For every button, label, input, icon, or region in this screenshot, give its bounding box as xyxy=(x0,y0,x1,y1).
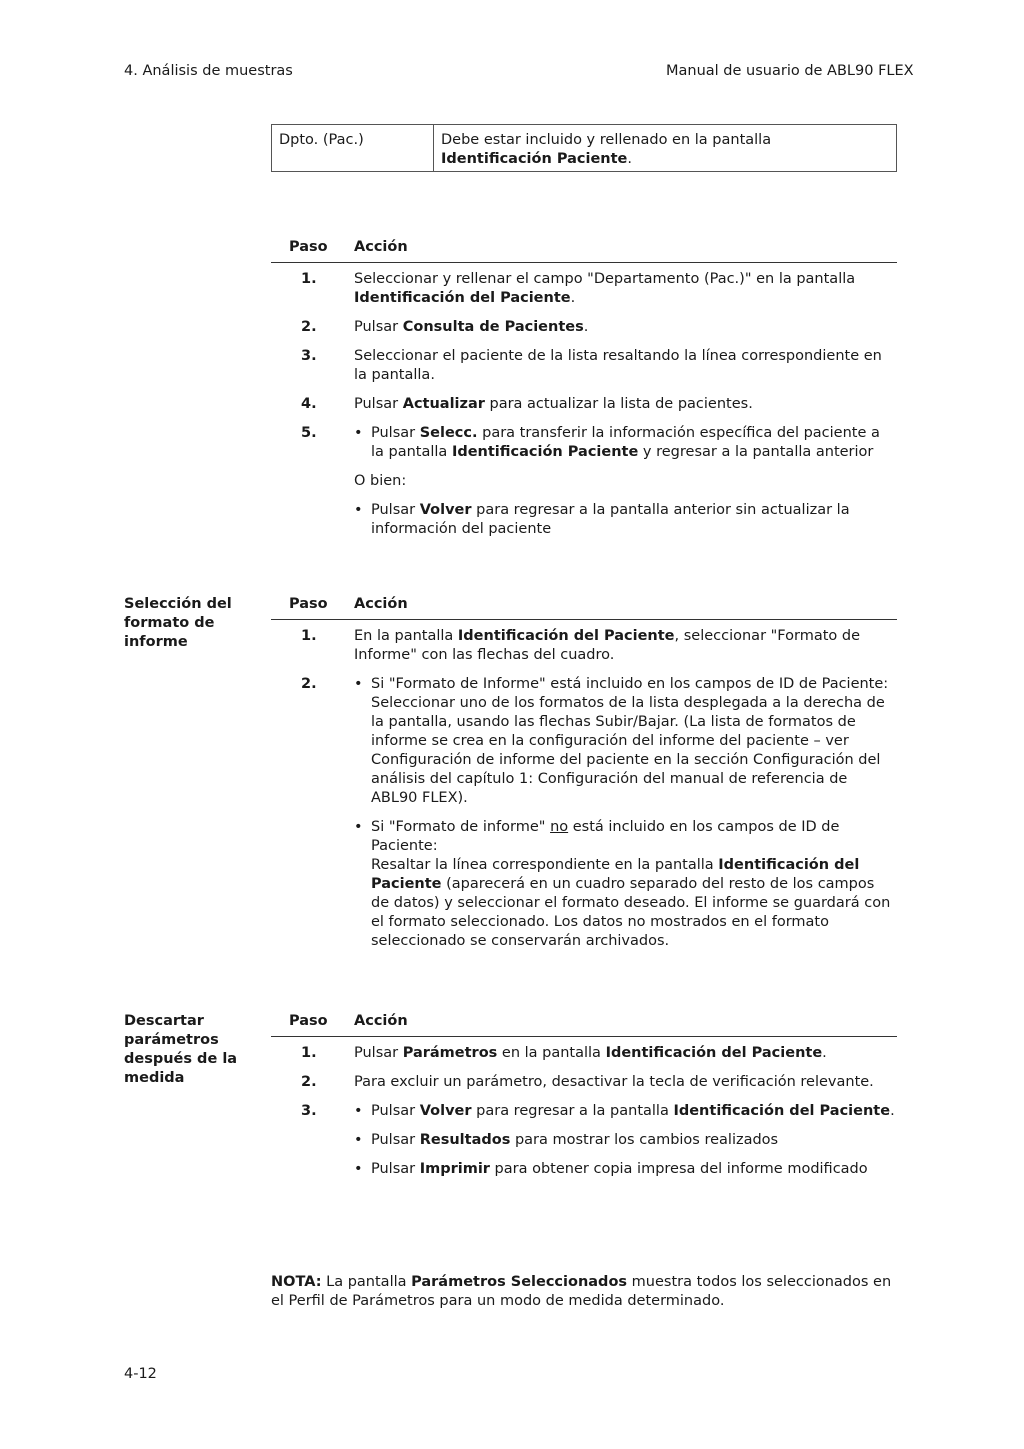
or-text: O bien: xyxy=(354,473,407,489)
step-action: Para excluir un parámetro, desactivar la tecla de verificación relevante. xyxy=(354,1074,874,1090)
header-action: Acción xyxy=(354,239,408,255)
table-header xyxy=(271,595,897,620)
step-row xyxy=(271,395,897,414)
step-action: Pulsar Actualizar para actualizar la lista de pacientes. xyxy=(354,396,753,412)
header-chapter: 4. Análisis de muestras xyxy=(124,63,293,79)
step-number: 1. xyxy=(301,1045,317,1061)
step-action: En la pantalla Identificación del Paciente, seleccionar "Formato de Informe" con las flechas del cuadro. xyxy=(354,628,861,663)
steps-table-1 xyxy=(271,238,897,539)
step-action: Seleccionar el paciente de la lista resaltando la línea correspondiente en la pantalla. xyxy=(354,348,882,383)
list-item: • Si "Formato de informe" no está incluido en los campos de ID de Paciente: Resaltar la línea correspondiente en la pantalla Identificación del Paciente (aparecerá en un cuadro separado del resto de los campos de datos) y seleccionar el formato deseado. El informe se guardará con el formato seleccionado. Los datos no mostrados en el formato seleccionado se conservarán archivados. xyxy=(354,819,891,949)
section-label-report-format: Selección del formato de informe xyxy=(124,596,232,650)
step-number: 3. xyxy=(301,348,317,364)
step-number: 1. xyxy=(301,628,317,644)
table-header xyxy=(271,238,897,263)
header-step: Paso xyxy=(289,239,328,255)
top-table-field: Dpto. (Pac.) xyxy=(272,125,434,171)
step-action: Pulsar Consulta de Pacientes. xyxy=(354,319,589,335)
step-action xyxy=(354,424,897,539)
step-action: Seleccionar y rellenar el campo "Departamento (Pac.)" en la pantalla Identificación del Paciente. xyxy=(354,271,856,306)
list-item: • Pulsar Resultados para mostrar los cambios realizados xyxy=(354,1132,779,1148)
step-row xyxy=(271,1044,897,1063)
header-action: Acción xyxy=(354,1013,408,1029)
list-item: • Pulsar Imprimir para obtener copia impresa del informe modificado xyxy=(354,1161,868,1177)
top-table-description: Debe estar incluido y rellenado en la pantalla Identificación Paciente. xyxy=(441,132,772,167)
step-number: 2. xyxy=(301,319,317,335)
list-item: • Pulsar Volver para regresar a la pantalla Identificación del Paciente. xyxy=(354,1103,895,1119)
note-paragraph: NOTA: La pantalla Parámetros Seleccionados muestra todos los seleccionados en el Perfil de Parámetros para un modo de medida determinado. xyxy=(271,1274,892,1309)
step-action xyxy=(354,1102,897,1179)
step-number: 3. xyxy=(301,1103,317,1119)
step-number: 2. xyxy=(301,676,317,692)
list-item: • Pulsar Selecc. para transferir la información específica del paciente a la pantalla Identificación Paciente y regresar a la pantalla anterior xyxy=(354,425,880,460)
step-row xyxy=(271,627,897,665)
top-table xyxy=(271,124,897,172)
step-row xyxy=(271,347,897,385)
list-item: • Pulsar Volver para regresar a la pantalla anterior sin actualizar la información del paciente xyxy=(354,502,850,537)
step-row xyxy=(271,1073,897,1092)
table-header xyxy=(271,1012,897,1037)
step-number: 4. xyxy=(301,396,317,412)
header-action: Acción xyxy=(354,596,408,612)
steps-table-3 xyxy=(271,1012,897,1179)
steps-table-2 xyxy=(271,595,897,951)
step-row xyxy=(271,318,897,337)
step-action: Pulsar Parámetros en la pantalla Identificación del Paciente. xyxy=(354,1045,827,1061)
step-row xyxy=(271,424,897,539)
page-number: 4-12 xyxy=(124,1366,157,1382)
header-step: Paso xyxy=(289,1013,328,1029)
step-row xyxy=(271,270,897,308)
list-item: • Si "Formato de Informe" está incluido en los campos de ID de Paciente: Seleccionar uno de los formatos de la lista desplegada a la derecha de la pantalla, usando las flechas Subir/Bajar. (La lista de formatos de informe se crea en la configuración del informe del paciente – ver Configuración de informe del paciente en la sección Configuración del análisis del capítulo 1: Configuración del manual de referencia de ABL90 FLEX). xyxy=(354,676,889,806)
step-action xyxy=(354,675,897,951)
step-row xyxy=(271,1102,897,1179)
step-number: 2. xyxy=(301,1074,317,1090)
header-manual-title: Manual de usuario de ABL90 FLEX xyxy=(666,63,914,79)
step-row xyxy=(271,675,897,951)
step-number: 1. xyxy=(301,271,317,287)
section-label-discard-parameters: Descartar parámetros después de la medida xyxy=(124,1013,238,1086)
step-number: 5. xyxy=(301,425,317,441)
header-step: Paso xyxy=(289,596,328,612)
